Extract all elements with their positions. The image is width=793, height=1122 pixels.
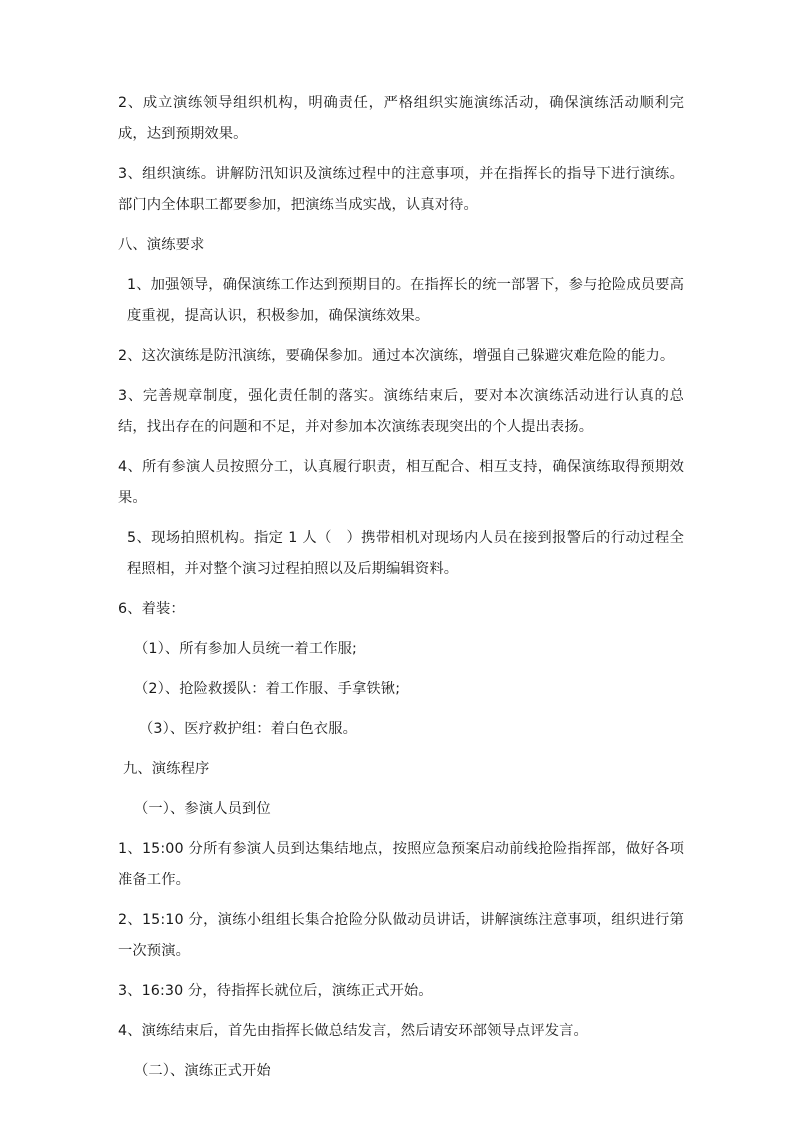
body-paragraph: 2、这次演练是防汛演练，要确保参加。通过本次演练，增强自己躲避灾难危险的能力。 [118, 348, 675, 364]
section-heading: （二）、演练正式开始 [134, 1063, 271, 1079]
body-paragraph: （1）、所有参加人员统一着工作服; [134, 641, 357, 657]
body-paragraph: 1、15:00 分所有参演人员到达集结地点，按照应急预案启动前线抢险指挥部，做好各项准备工作。 [118, 841, 684, 888]
body-paragraph: 6、着装： [118, 601, 185, 617]
body-paragraph: 3、16:30 分，待指挥长就位后，演练正式开始。 [118, 983, 433, 999]
body-paragraph: 2、15:10 分，演练小组组长集合抢险分队做动员讲话，讲解演练注意事项，组织进行第一次预演。 [118, 912, 684, 959]
section-heading: （一）、参演人员到位 [134, 801, 271, 817]
body-paragraph: 1、加强领导，确保演练工作达到预期目的。在指挥长的统一部署下，参与抢险成员要高度重视，提高认识，积极参加，确保演练效果。 [127, 277, 684, 324]
body-paragraph: 5、现场拍照机构。指定 1 人（ ）携带相机对现场内人员在接到报警后的行动过程全程照相，并对整个演习过程拍照以及后期编辑资料。 [127, 530, 684, 577]
body-paragraph: 3、组织演练。讲解防汛知识及演练过程中的注意事项，并在指挥长的指导下进行演练。部门内全体职工都要参加，把演练当成实战，认真对待。 [118, 166, 684, 213]
body-paragraph: （3）、医疗救护组：着白色衣服。 [139, 721, 357, 737]
section-heading: 八、演练要求 [118, 237, 205, 253]
body-paragraph: 2、成立演练领导组织机构，明确责任，严格组织实施演练活动，确保演练活动顺利完成，达到预期效果。 [118, 95, 684, 142]
document-text-body [118, 88, 684, 1096]
body-paragraph: 4、演练结束后，首先由指挥长做总结发言，然后请安环部领导点评发言。 [118, 1023, 588, 1039]
section-heading: 九、演练程序 [123, 761, 210, 777]
body-paragraph: （2）、抢险救援队：着工作服、手拿铁锹; [134, 681, 401, 697]
body-paragraph: 3、完善规章制度，强化责任制的落实。演练结束后，要对本次演练活动进行认真的总结，找出存在的问题和不足，并对参加本次演练表现突出的个人提出表扬。 [118, 388, 684, 435]
body-paragraph: 4、所有参演人员按照分工，认真履行职责，相互配合、相互支持，确保演练取得预期效果。 [118, 459, 684, 506]
